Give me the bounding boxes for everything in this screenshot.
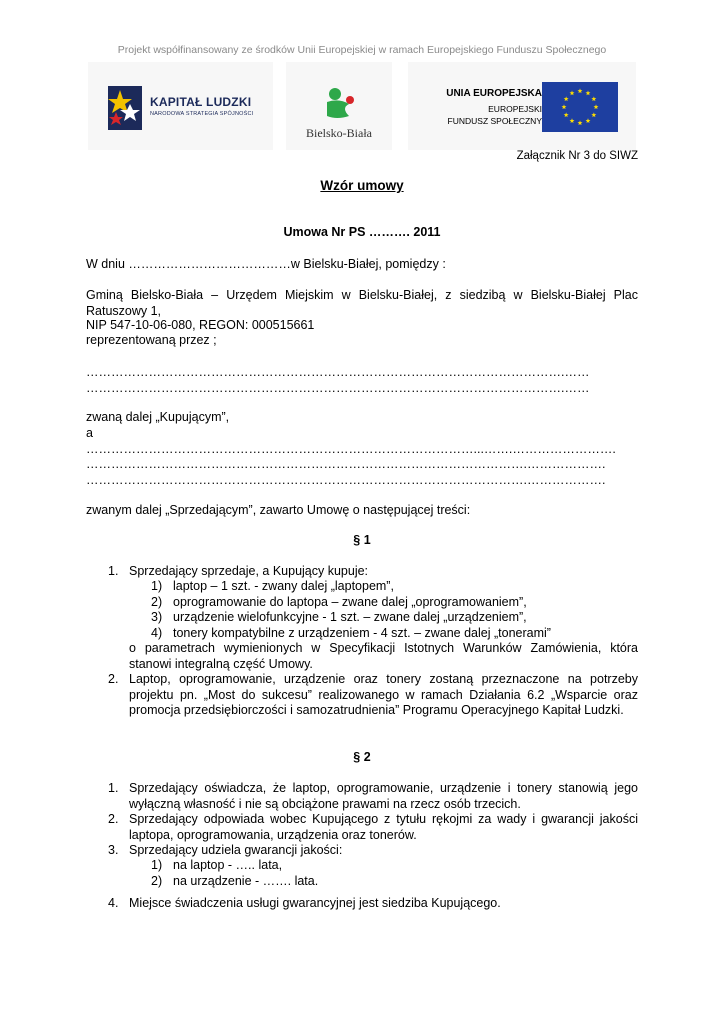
eu-flag-icon — [542, 82, 618, 132]
s2-sub1-text: na laptop - ….. lata, — [173, 858, 283, 872]
s1-sub4-text: tonery kompatybilne z urządzeniem - 4 szt. – zwane dalej „tonerami” — [173, 626, 551, 640]
dotted-line-c: …………………………………………………………………………………...…….……………………. — [86, 442, 616, 456]
s1-item1-num: 1. — [108, 564, 119, 578]
dotted-line-e: …………………………………………………………………………………………….………………. — [86, 473, 606, 487]
eu-star-icon — [570, 91, 575, 96]
dotted-line-d: …………………………………………………………………………………………….………………. — [86, 457, 606, 471]
eu-star-icon — [578, 120, 583, 125]
s1-sub1-num: 1) — [151, 579, 163, 593]
bielsko-biala-text: Bielsko-Biała — [306, 126, 372, 140]
eu-line-1: EUROPEJSKI — [488, 104, 542, 114]
bielsko-biala-logo — [286, 62, 392, 150]
contract-number: Umowa Nr PS ………. 2011 — [283, 225, 441, 239]
eu-star-icon — [591, 112, 596, 117]
eu-star-icon — [591, 96, 596, 101]
s1-sub3-num: 3) — [151, 610, 163, 624]
s2-sub2-text: na urządzenie - ……. lata. — [173, 874, 319, 888]
s1-params-inner: o parametrach wymienionych w Specyfikacji Istotnych Warunków Zamówienia, która stanowi integralną część Umowy. — [129, 641, 638, 671]
kapital-ludzki-subtitle: NARODOWA STRATEGIA SPÓJNOŚCI — [150, 111, 254, 117]
s2-item4-num: 4. — [108, 896, 119, 910]
eu-star-icon — [564, 96, 569, 101]
eu-line-2: FUNDUSZ SPOŁECZNY — [447, 116, 542, 126]
party1-text: Gminą Bielsko-Biała – Urzędem Miejskim w Bielsku-Białej, z siedzibą w Bielsku-Białej Plac Ratuszowy 1, — [86, 288, 638, 318]
s1-sub1-text: laptop – 1 szt. - zwany dalej „laptopem”, — [173, 579, 394, 593]
s1-sub4-num: 4) — [151, 626, 163, 640]
kapital-ludzki-star-icon — [96, 80, 152, 136]
s1-item2-text: Laptop, oprogramowanie, urządzenie oraz tonery zostaną przeznaczone na potrzeby projektu pn. „Most do sukcesu” realizowanego w ramach Działania 6.2 „Wsparcie oraz promocja przedsiębiorczości i samozatrudnienia” Programu Operacyjnego Kapitał Ludzki. — [129, 672, 638, 717]
eu-logo — [408, 62, 636, 150]
eu-star-icon — [570, 118, 575, 123]
s1-item1-text: Sprzedający sprzedaje, a Kupujący kupuje: — [129, 564, 369, 578]
section-2-heading: § 2 — [353, 750, 371, 764]
eu-star-icon — [586, 118, 591, 123]
s2-item2-text: Sprzedający odpowiada wobec Kupującego z tytułu rękojmi za wady i gwarancji jakości laptopa, oprogramowania, urządzenia oraz tonerów. — [129, 812, 638, 842]
attachment-label: Załącznik Nr 3 do SIWZ — [516, 150, 638, 162]
dotted-line-a: …………………………………………………………………………………………………….…… — [86, 365, 590, 379]
s1-params-text — [129, 641, 638, 672]
kapital-ludzki-logo — [88, 62, 273, 150]
eu-star-icon — [586, 91, 591, 96]
nip-regon: NIP 547-10-06-080, REGON: 000515661 — [86, 318, 315, 332]
eu-title: UNIA EUROPEJSKA — [446, 88, 542, 99]
and-label: a — [86, 426, 93, 440]
dotted-line-b: …………………………………………………………………………………………………….…… — [86, 381, 590, 395]
s2-item1-num: 1. — [108, 781, 119, 795]
s2-sub2-num: 2) — [151, 874, 163, 888]
header-funding-note: Projekt współfinansowany ze środków Unii Europejskiej w ramach Europejskiego Funduszu Społecznego — [117, 44, 607, 56]
s1-sub2-num: 2) — [151, 595, 163, 609]
s1-sub3-text: urządzenie wielofunkcyjne - 1 szt. – zwane dalej „urządzeniem”, — [173, 610, 527, 624]
represented-by: reprezentowaną przez ; — [86, 333, 217, 347]
document-title: Wzór umowy — [320, 178, 404, 193]
s2-item2-num: 2. — [108, 812, 119, 826]
eu-star-icon — [564, 112, 569, 117]
date-line: W dniu …………………………………w Bielsku-Białej, pomiędzy : — [86, 257, 446, 271]
s1-item2-num: 2. — [108, 672, 119, 686]
s2-item3-num: 3. — [108, 843, 119, 857]
s1-sub2-text: oprogramowanie do laptopa – zwane dalej „oprogramowaniem”, — [173, 595, 527, 609]
logo-band — [88, 62, 636, 150]
section-1-heading: § 1 — [353, 533, 371, 547]
eu-star-icon — [562, 104, 567, 109]
s2-sub1-num: 1) — [151, 858, 163, 872]
buyer-label: zwaną dalej „Kupującym”, — [86, 410, 230, 424]
bielsko-biala-emblem-icon — [319, 86, 359, 124]
eu-star-icon — [594, 104, 599, 109]
s2-item1-text: Sprzedający oświadcza, że laptop, oprogramowanie, urządzenie i tonery stanowią jego wyłączną własność i nie są obciążone prawami na rzecz osób trzecich. — [129, 781, 638, 811]
s2-item3-text: Sprzedający udziela gwarancji jakości: — [129, 843, 343, 857]
eu-star-icon — [578, 88, 583, 93]
s2-item4-text: Miejsce świadczenia usługi gwarancyjnej jest siedziba Kupującego. — [129, 896, 501, 910]
kapital-ludzki-title: KAPITAŁ LUDZKI — [150, 95, 252, 109]
seller-label: zwanym dalej „Sprzedającym”, zawarto Umowę o następującej treści: — [86, 503, 471, 517]
